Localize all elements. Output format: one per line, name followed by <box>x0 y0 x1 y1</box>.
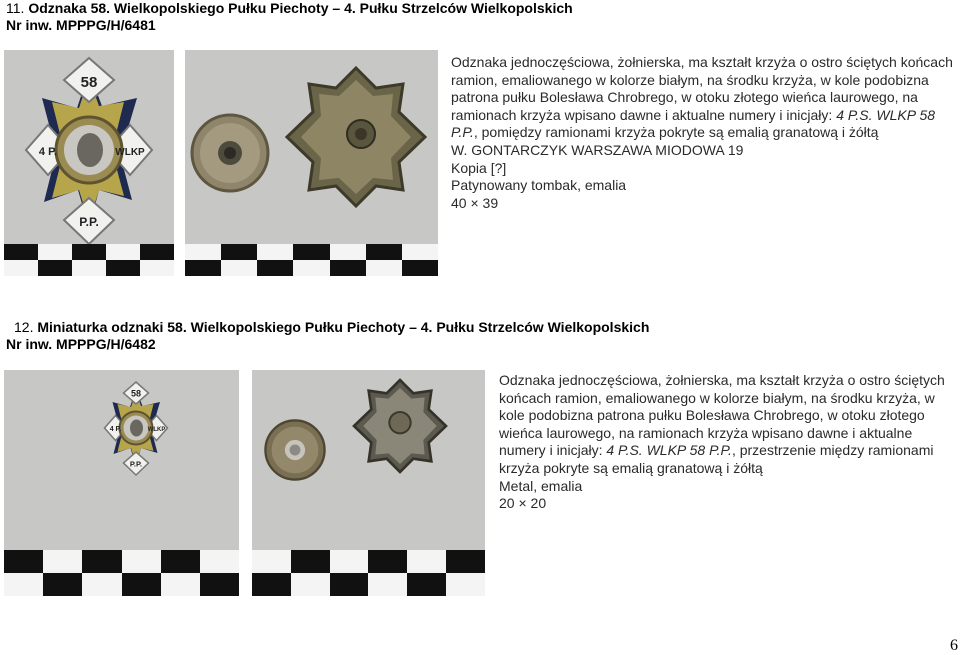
initials: 4 P.S. WLKP 58 P.P. <box>451 106 936 141</box>
badge-label-left: 4 P. <box>109 426 122 433</box>
photo-badge-front <box>4 50 174 276</box>
material: Patynowany tombak, emalia <box>451 177 627 194</box>
photo-miniature-front <box>4 370 239 596</box>
badge-front-image <box>4 50 174 250</box>
inventory-number: Nr inw. MPPPG/H/6481 <box>6 17 156 33</box>
entry-12-heading <box>6 319 650 353</box>
description-text: Odznaka jednoczęściowa, żołnierska, ma kształt krzyża o ostro ściętych końcach ramion, emaliowanego w kolorze białym, na środku krzyża, w kole podobizna patrona pułku Bolesława Chrobrego, w otoku złotego wieńca laurowego, na ramionach krzyża wpisano dawne i aktualne numery i inicjały: 4 P.S. WLKP 58 P.P., pomiędzy ramionami krzyża pokryte są emalią granatową i żółtą <box>451 54 953 141</box>
measurement-scale <box>252 550 485 596</box>
miniature-nut-image <box>260 415 330 485</box>
photo-badge-back <box>185 50 438 276</box>
entry-11-heading <box>6 0 573 34</box>
inventory-number: Nr inw. MPPPG/H/6482 <box>6 336 156 352</box>
material: Metal, emalia <box>499 477 583 494</box>
entry-title: Miniaturka odznaki 58. Wielkopolskiego Pułku Piechoty – 4. Pułku Strzelców Wielkopolskich <box>37 319 650 335</box>
badge-label-right: WLKP <box>115 147 145 158</box>
badge-back-image <box>281 62 431 212</box>
entry-11-description <box>451 54 956 212</box>
description-text: Odznaka jednoczęściowa, żołnierska, ma kształt krzyża o ostro ściętych końcach ramion, emaliowanego w kolorze białym, na środku krzyża, w kole podobizna patrona pułku Bolesława Chrobrego, w otoku złotego wieńca laurowego, na ramionach krzyża wpisano dawne i aktualne numery i inicjały: 4 P.S. WLKP 58 P.P., przestrzenie między ramionami krzyża pokryte są emalią granatową i żółtą <box>499 372 945 476</box>
entry-number: 11. <box>6 0 25 16</box>
note: Kopia [?] <box>451 159 507 176</box>
entry-title: Odznaka 58. Wielkopolskiego Pułku Piechoty – 4. Pułku Strzelców Wielkopolskich <box>28 0 573 16</box>
initials: 4 P.S. WLKP 58 P.P. <box>606 442 732 459</box>
measurement-scale <box>185 244 438 276</box>
measurement-scale <box>4 244 174 276</box>
measurement-scale <box>4 550 239 596</box>
screw-nut-image <box>185 108 275 198</box>
badge-label-bottom: P.P. <box>129 459 143 469</box>
badge-label-bottom: P.P. <box>79 215 99 229</box>
entry-number: 12. <box>14 319 34 335</box>
badge-label-left: 4 P. <box>38 146 58 158</box>
dimensions: 40 × 39 <box>451 194 499 211</box>
badge-label-right: WLKP <box>147 427 166 433</box>
photo-miniature-back <box>252 370 485 596</box>
miniature-front-image <box>86 378 186 478</box>
badge-label-top: 58 <box>130 388 142 399</box>
miniature-back-image <box>350 376 450 476</box>
dimensions: 20 × 20 <box>499 495 547 512</box>
page-number: 6 <box>950 637 958 654</box>
maker-mark: W. GONTARCZYK WARSZAWA MIODOWA 19 <box>451 141 744 158</box>
badge-label-top: 58 <box>80 74 98 91</box>
entry-12-description <box>499 372 954 513</box>
